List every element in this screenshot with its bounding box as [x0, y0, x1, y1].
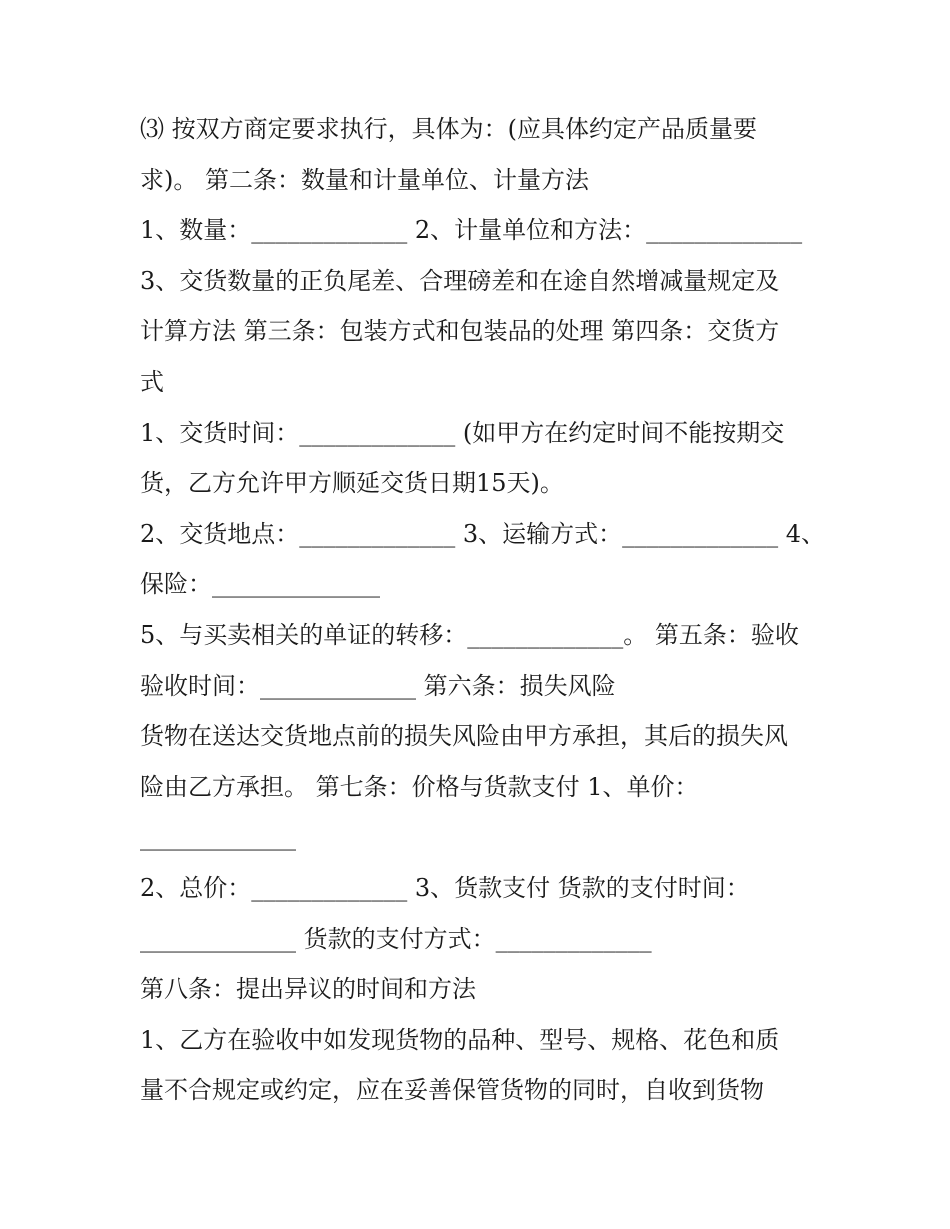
text-line: 1、交货时间：_____________ (如甲方在约定时间不能按期交 [140, 418, 785, 447]
text-line: 求)。 第二条：数量和计量单位、计量方法 [140, 165, 589, 194]
text-line: 3、交货数量的正负尾差、合理磅差和在途自然增减量规定及 [140, 266, 780, 295]
text-line: 式 [140, 367, 164, 396]
text-line: 量不合规定或约定，应在妥善保管货物的同时，自收到货物 [140, 1076, 764, 1105]
text-line: 计算方法 第三条：包装方式和包装品的处理 第四条：交货方 [140, 317, 780, 346]
text-line: 险由乙方承担。 第七条：价格与货款支付 1、单价： [140, 772, 699, 801]
text-line: 1、乙方在验收中如发现货物的品种、型号、规格、花色和质 [140, 1025, 780, 1054]
text-line: 第八条：提出异议的时间和方法 [140, 975, 476, 1004]
text-line: 保险：______________ [140, 570, 380, 599]
text-line: 2、总价：_____________ 3、货款支付 货款的支付时间： [140, 873, 750, 902]
text-line: ⑶ 按双方商定要求执行，具体为：(应具体约定产品质量要 [140, 115, 757, 143]
text-line: _____________ [140, 823, 296, 852]
text-line: _____________ 货款的支付方式：_____________ [140, 924, 652, 953]
text-line: 货物在送达交货地点前的损失风险由甲方承担，其后的损失风 [140, 722, 788, 751]
text-line: 2、交货地点：_____________ 3、运输方式：_____________ 4、 [140, 519, 826, 548]
text-line: 货，乙方允许甲方顺延交货日期15天)。 [140, 469, 564, 498]
text-line: 验收时间：_____________ 第六条：损失风险 [140, 671, 616, 700]
text-line: 5、与买卖相关的单证的转移：_____________。 第五条：验收 [140, 620, 799, 649]
text-line: 1、数量：_____________ 2、计量单位和方法：_____________ [140, 216, 803, 245]
document-body [140, 104, 826, 1116]
